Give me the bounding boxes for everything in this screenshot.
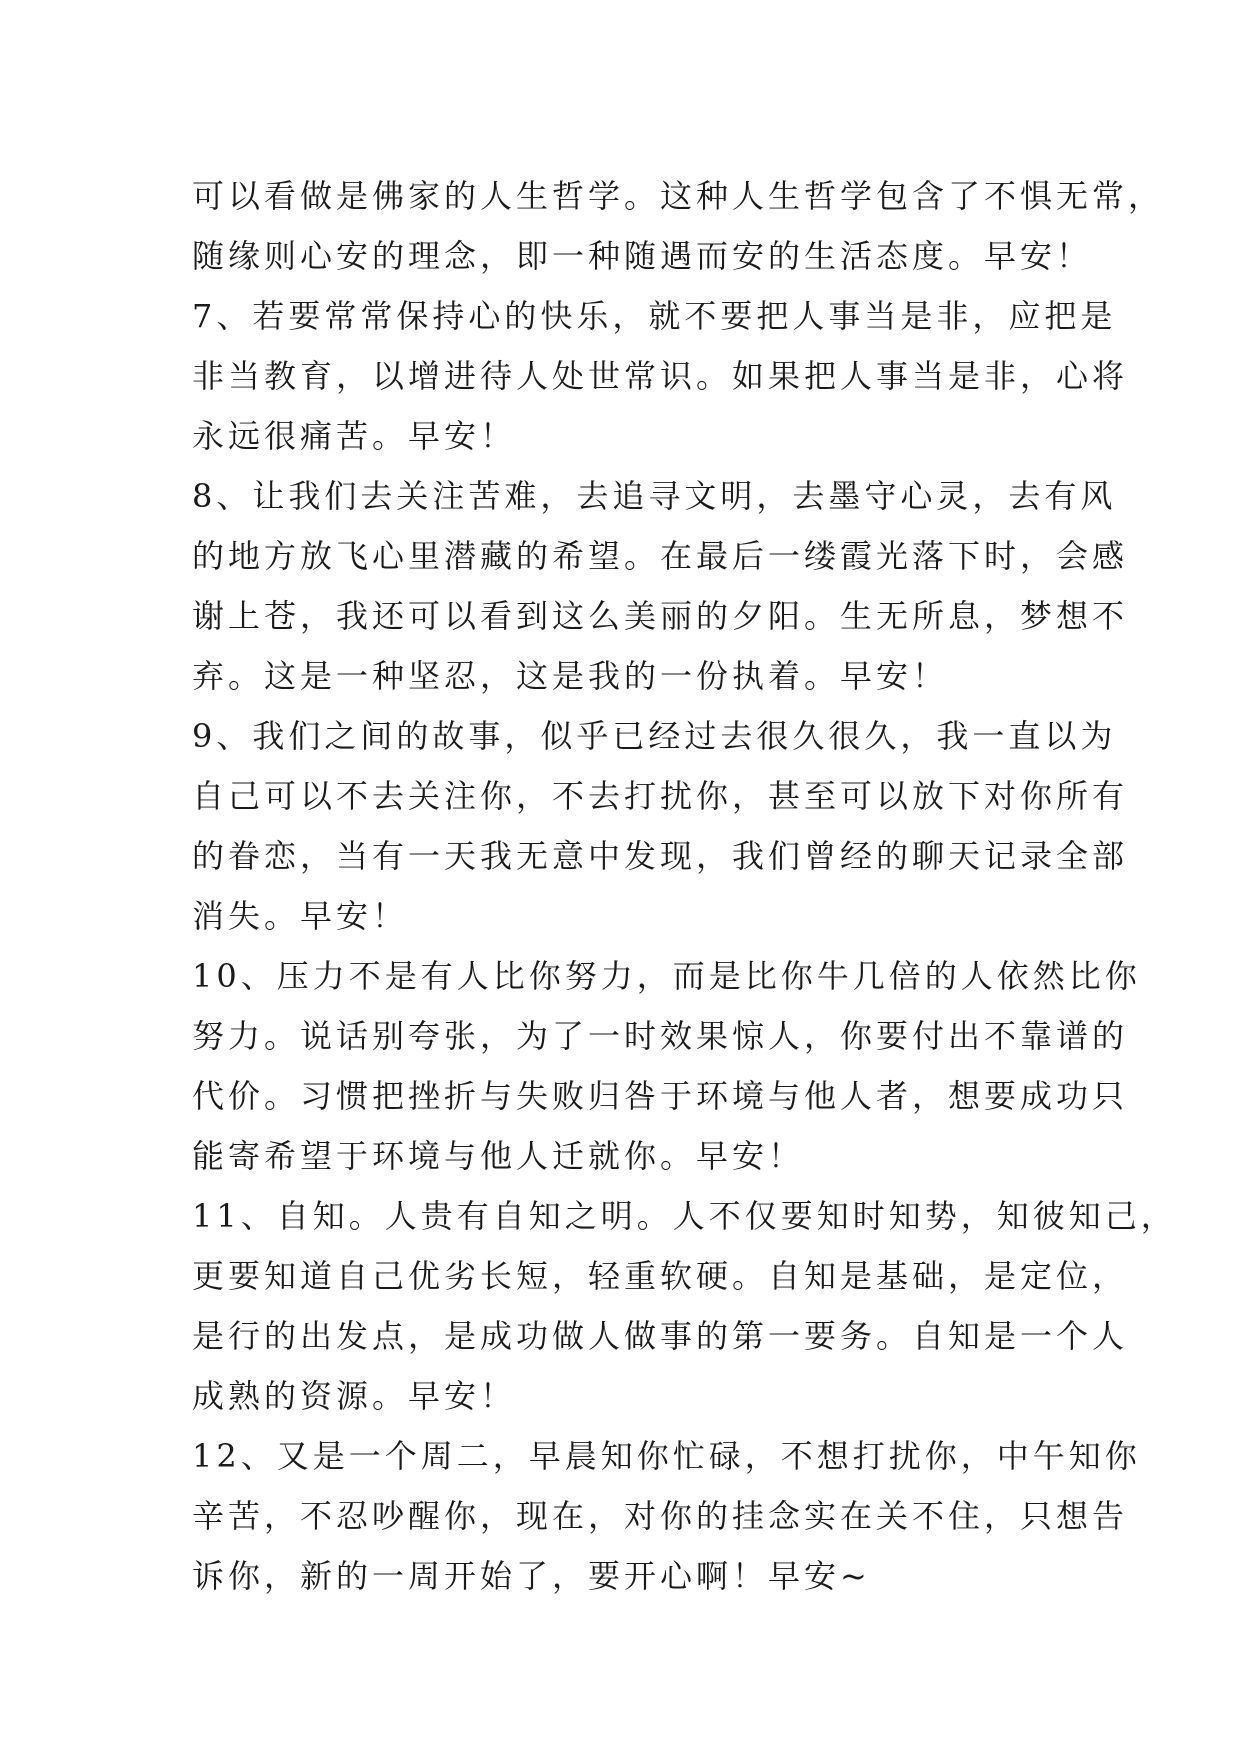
text-line: 12、又是一个周二，早晨知你忙碌，不想打扰你，中午知你 xyxy=(192,1437,1141,1475)
text-line: 7、若要常常保持心的快乐，就不要把人事当是非，应把是 xyxy=(192,297,1117,335)
text-line: 的眷恋，当有一天我无意中发现，我们曾经的聊天记录全部 xyxy=(192,837,1129,875)
text-line: 诉你，新的一周开始了，要开心啊！早安~ xyxy=(192,1557,871,1595)
text-line: 非当教育，以增进待人处世常识。如果把人事当是非，心将 xyxy=(192,357,1129,395)
text-line: 能寄希望于环境与他人迁就你。早安！ xyxy=(192,1137,805,1175)
body-text xyxy=(192,166,1177,1606)
text-line: 随缘则心安的理念，即一种随遇而安的生活态度。早安！ xyxy=(192,237,1093,275)
text-line: 代价。习惯把挫折与失败归咎于环境与他人者，想要成功只 xyxy=(192,1077,1129,1115)
text-line: 8、让我们去关注苦难，去追寻文明，去墨守心灵，去有风 xyxy=(192,477,1117,515)
text-line: 谢上苍，我还可以看到这么美丽的夕阳。生无所息，梦想不 xyxy=(192,597,1129,635)
text-line: 11、自知。人贵有自知之明。人不仅要知时知势，知彼知己， xyxy=(192,1197,1177,1235)
text-line: 消失。早安！ xyxy=(192,897,409,935)
text-line: 弃。这是一种坚忍，这是我的一份执着。早安！ xyxy=(192,657,949,695)
text-line: 9、我们之间的故事，似乎已经过去很久很久，我一直以为 xyxy=(192,717,1117,755)
text-line: 努力。说话别夸张，为了一时效果惊人，你要付出不靠谱的 xyxy=(192,1017,1129,1055)
text-line: 可以看做是佛家的人生哲学。这种人生哲学包含了不惧无常， xyxy=(192,177,1165,215)
text-line: 10、压力不是有人比你努力，而是比你牛几倍的人依然比你 xyxy=(192,957,1141,995)
text-line: 的地方放飞心里潜藏的希望。在最后一缕霞光落下时，会感 xyxy=(192,537,1129,575)
text-line: 是行的出发点，是成功做人做事的第一要务。自知是一个人 xyxy=(192,1317,1129,1355)
text-line: 成熟的资源。早安！ xyxy=(192,1377,517,1415)
text-line: 更要知道自己优劣长短，轻重软硬。自知是基础，是定位， xyxy=(192,1257,1129,1295)
text-line: 辛苦，不忍吵醒你，现在，对你的挂念实在关不住，只想告 xyxy=(192,1497,1129,1535)
text-line: 自己可以不去关注你，不去打扰你，甚至可以放下对你所有 xyxy=(192,777,1129,815)
text-line: 永远很痛苦。早安！ xyxy=(192,417,517,455)
